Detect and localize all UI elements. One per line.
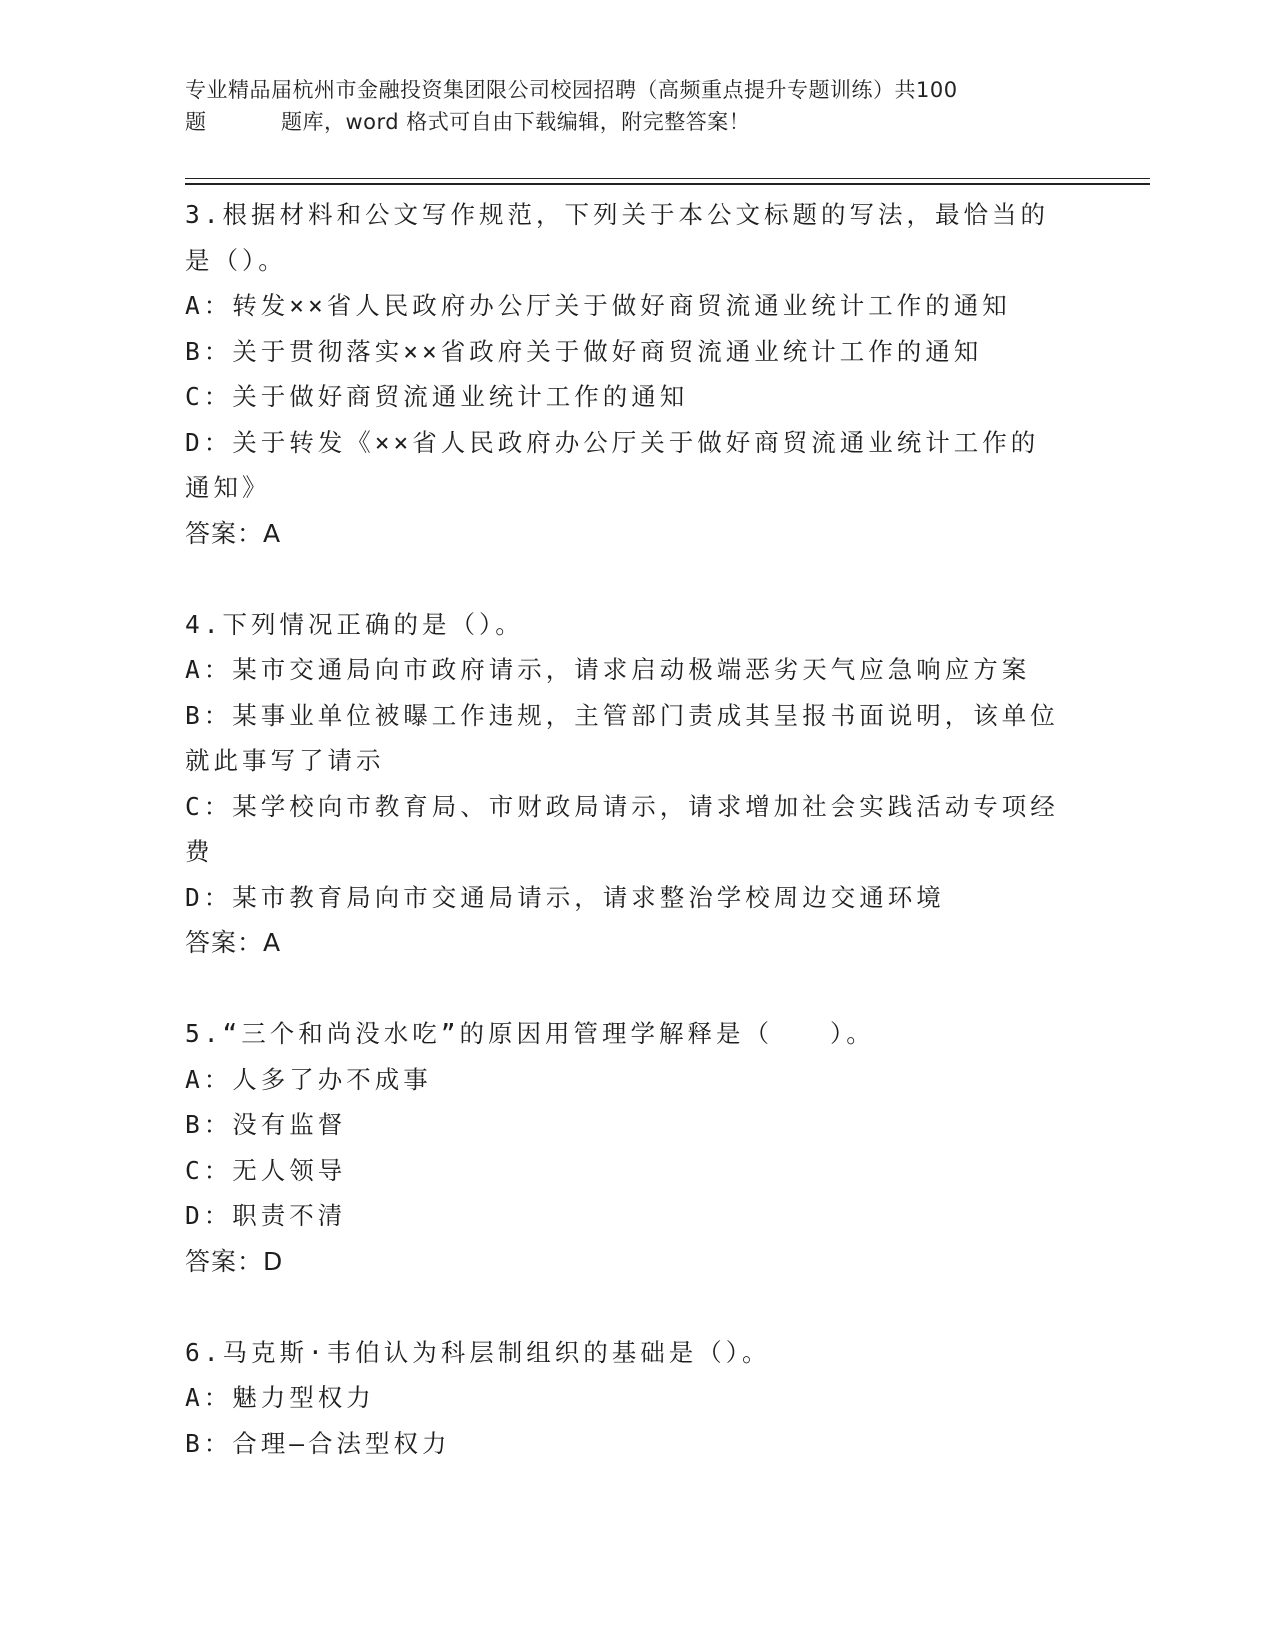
option-c-continued: 费	[185, 837, 214, 866]
answer: 答案：D	[185, 1246, 284, 1276]
spacer	[185, 966, 1085, 1012]
spacer	[185, 1284, 1085, 1330]
option-c: C：某学校向市教育局、市财政局请示，请求增加社会实践活动专项经	[185, 791, 1059, 821]
header-line-2-text: 题库，word 格式可自由下载编辑，附完整答案！	[281, 110, 751, 134]
option-d: D：关于转发《××省人民政府办公厅关于做好商贸流通业统计工作的	[185, 427, 1040, 457]
page-header	[185, 74, 1085, 138]
question-stem: 3.根据材料和公文写作规范，下列关于本公文标题的写法，最恰当的	[185, 200, 1049, 229]
question-block	[185, 1011, 1085, 1284]
spacer	[185, 556, 1085, 602]
answer: 答案：A	[185, 518, 282, 548]
question-list	[185, 192, 1085, 1466]
option-b-continued: 就此事写了请示	[185, 746, 385, 775]
option-a: A：人多了办不成事	[185, 1064, 432, 1094]
header-divider-thin	[185, 178, 1150, 179]
option-c: C：无人领导	[185, 1155, 347, 1185]
header-line-2-lead: 题	[185, 110, 207, 134]
question-stem: 6.马克斯·韦伯认为科层制组织的基础是（）。	[185, 1337, 771, 1367]
option-a: A：转发××省人民政府办公厅关于做好商贸流通业统计工作的通知	[185, 291, 1011, 320]
answer: 答案：A	[185, 928, 282, 957]
question-block	[185, 192, 1085, 556]
option-b: B：没有监督	[185, 1110, 347, 1139]
option-a: A：某市交通局向市政府请示，请求启动极端恶劣天气应急响应方案	[185, 655, 1031, 684]
option-d: D：职责不清	[185, 1201, 347, 1230]
question-block	[185, 1330, 1085, 1467]
option-a: A：魅力型权力	[185, 1383, 375, 1412]
option-b: B：某事业单位被曝工作违规，主管部门责成其呈报书面说明，该单位	[185, 700, 1059, 730]
option-b: B：合理—合法型权力	[185, 1428, 451, 1458]
question-stem: 4.下列情况正确的是（）。	[185, 609, 524, 639]
option-d: D：某市教育局向市交通局请示，请求整治学校周边交通环境	[185, 882, 945, 912]
header-divider-thick	[185, 183, 1150, 185]
header-line-1: 专业精品届杭州市金融投资集团限公司校园招聘（高频重点提升专题训练）共100	[185, 78, 958, 102]
header-line-2	[185, 106, 1085, 138]
option-b: B：关于贯彻落实××省政府关于做好商贸流通业统计工作的通知	[185, 336, 983, 366]
question-stem: 5.“三个和尚没水吃”的原因用管理学解释是（ ）。	[185, 1019, 875, 1048]
question-stem: 是（）。	[185, 245, 287, 275]
option-d-continued: 通知》	[185, 473, 271, 502]
question-block	[185, 602, 1085, 966]
option-c: C：关于做好商贸流通业统计工作的通知	[185, 382, 689, 411]
